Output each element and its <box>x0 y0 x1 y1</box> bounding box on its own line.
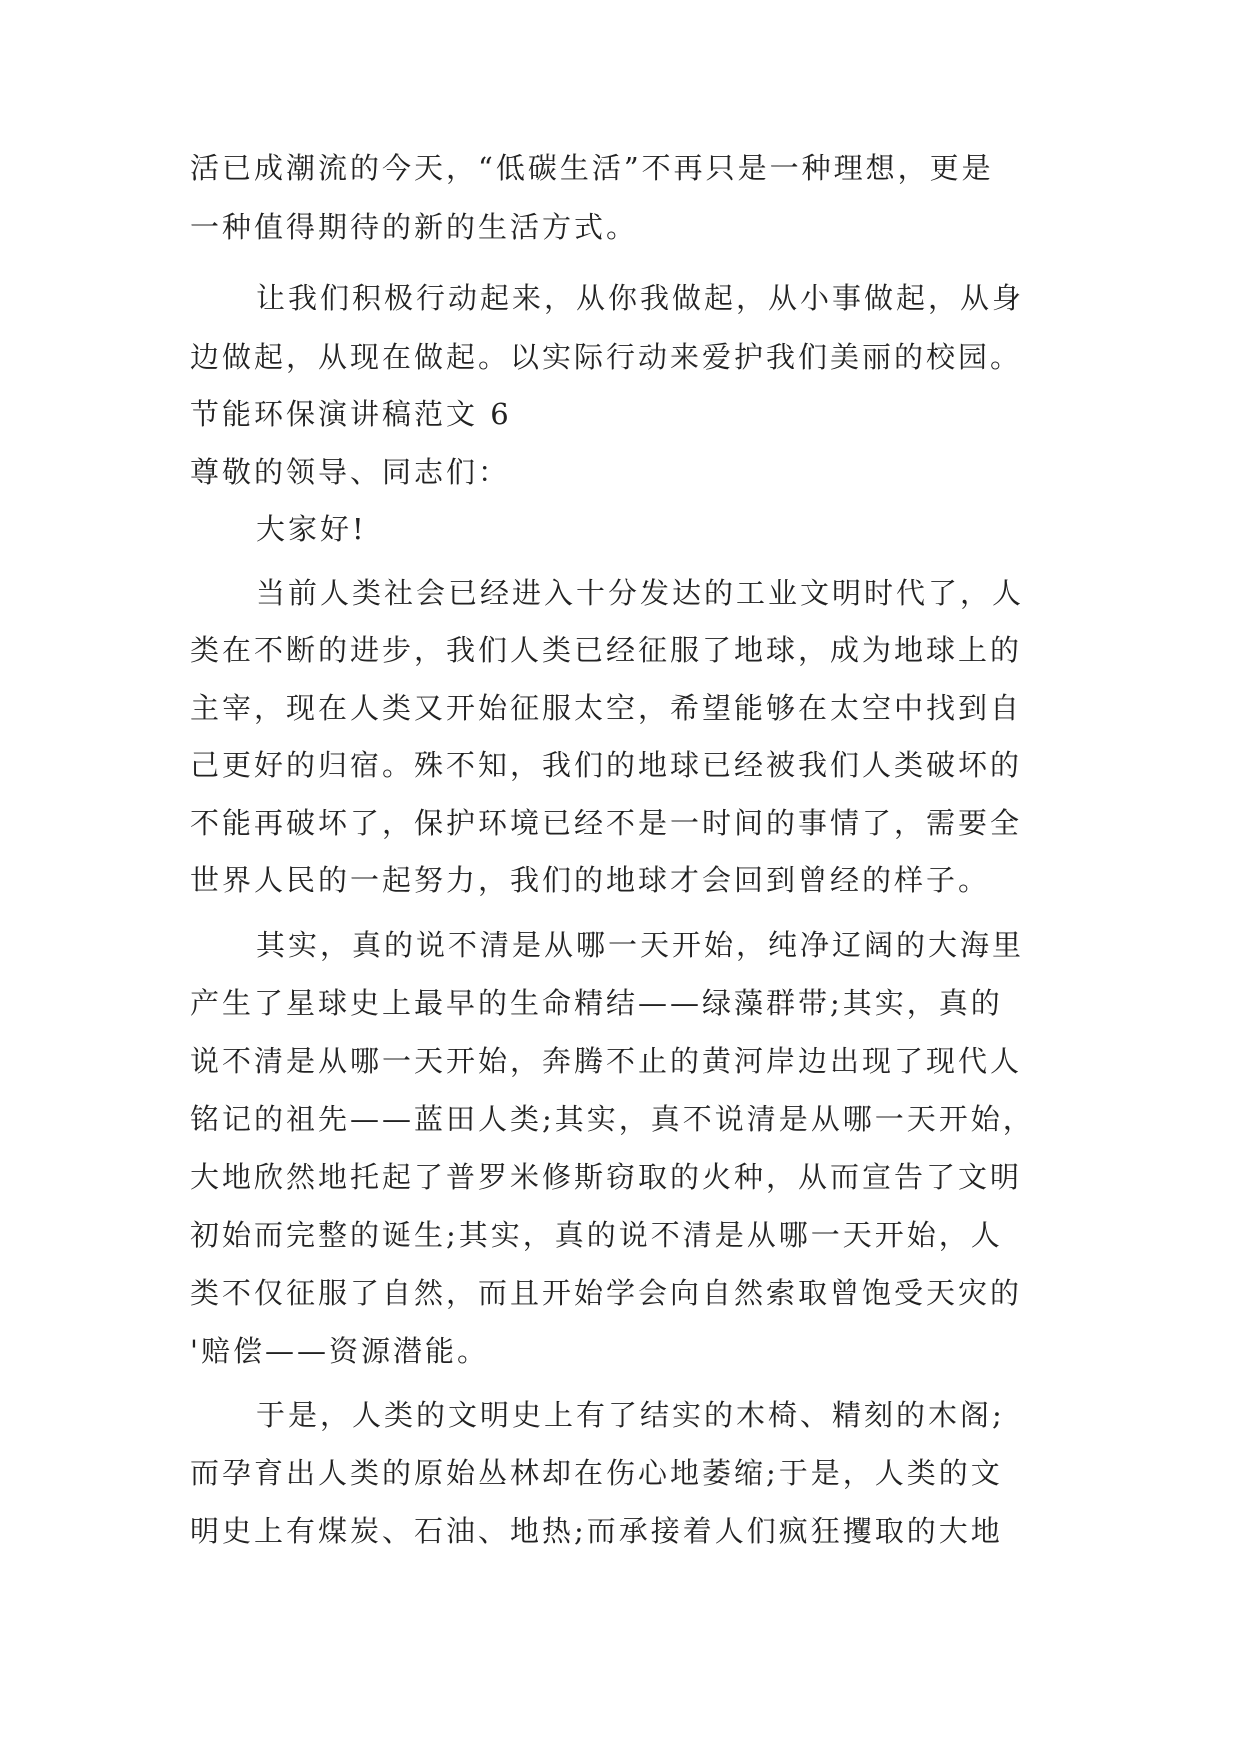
paragraph-line: '赔偿——资源潜能。 <box>190 1334 489 1368</box>
paragraph-line: 让我们积极行动起来，从你我做起，从小事做起，从身 <box>256 281 1025 315</box>
salutation: 尊敬的领导、同志们： <box>190 455 511 489</box>
paragraph-line: 当前人类社会已经进入十分发达的工业文明时代了，人 <box>256 576 1025 610</box>
paragraph-line: 不能再破坏了，保护环境已经不是一时间的事情了，需要全 <box>190 806 1023 840</box>
paragraph-line: 类不仅征服了自然，而且开始学会向自然索取曾饱受天灾的 <box>190 1276 1023 1310</box>
paragraph-line: 类在不断的进步，我们人类已经征服了地球，成为地球上的 <box>190 633 1023 667</box>
greeting: 大家好! <box>256 512 367 546</box>
paragraph-line: 边做起，从现在做起。以实际行动来爱护我们美丽的校园。 <box>190 340 1023 374</box>
paragraph-line: 世界人民的一起努力，我们的地球才会回到曾经的样子。 <box>190 863 991 897</box>
paragraph-line: 大地欣然地托起了普罗米修斯窃取的火种，从而宣告了文明 <box>190 1160 1023 1194</box>
paragraph-line: 说不清是从哪一天开始，奔腾不止的黄河岸边出现了现代人 <box>190 1044 1023 1078</box>
paragraph-line: 主宰，现在人类又开始征服太空，希望能够在太空中找到自 <box>190 691 1023 725</box>
section-heading: 节能环保演讲稿范文 6 <box>190 397 512 431</box>
paragraph-line: 而孕育出人类的原始丛林却在伤心地萎缩;于是，人类的文 <box>190 1456 1003 1490</box>
paragraph-line: 己更好的归宿。殊不知，我们的地球已经被我们人类破坏的 <box>190 748 1023 782</box>
paragraph-line: 于是，人类的文明史上有了结实的木椅、精刻的木阁; <box>256 1398 1005 1432</box>
paragraph-line: 活已成潮流的今天，“低碳生活”不再只是一种理想，更是 <box>190 151 994 185</box>
paragraph-line: 初始而完整的诞生;其实，真的说不清是从哪一天开始，人 <box>190 1218 1003 1252</box>
paragraph-line: 明史上有煤炭、石油、地热;而承接着人们疯狂攫取的大地 <box>190 1514 1003 1548</box>
paragraph-line: 其实，真的说不清是从哪一天开始，纯净辽阔的大海里 <box>256 928 1025 962</box>
paragraph-line: 产生了星球史上最早的生命精结——绿藻群带;其实，真的 <box>190 986 1003 1020</box>
paragraph-line: 铭记的祖先——蓝田人类;其实，真不说清是从哪一天开始， <box>190 1102 1035 1136</box>
paragraph-line: 一种值得期待的新的生活方式。 <box>190 210 639 244</box>
